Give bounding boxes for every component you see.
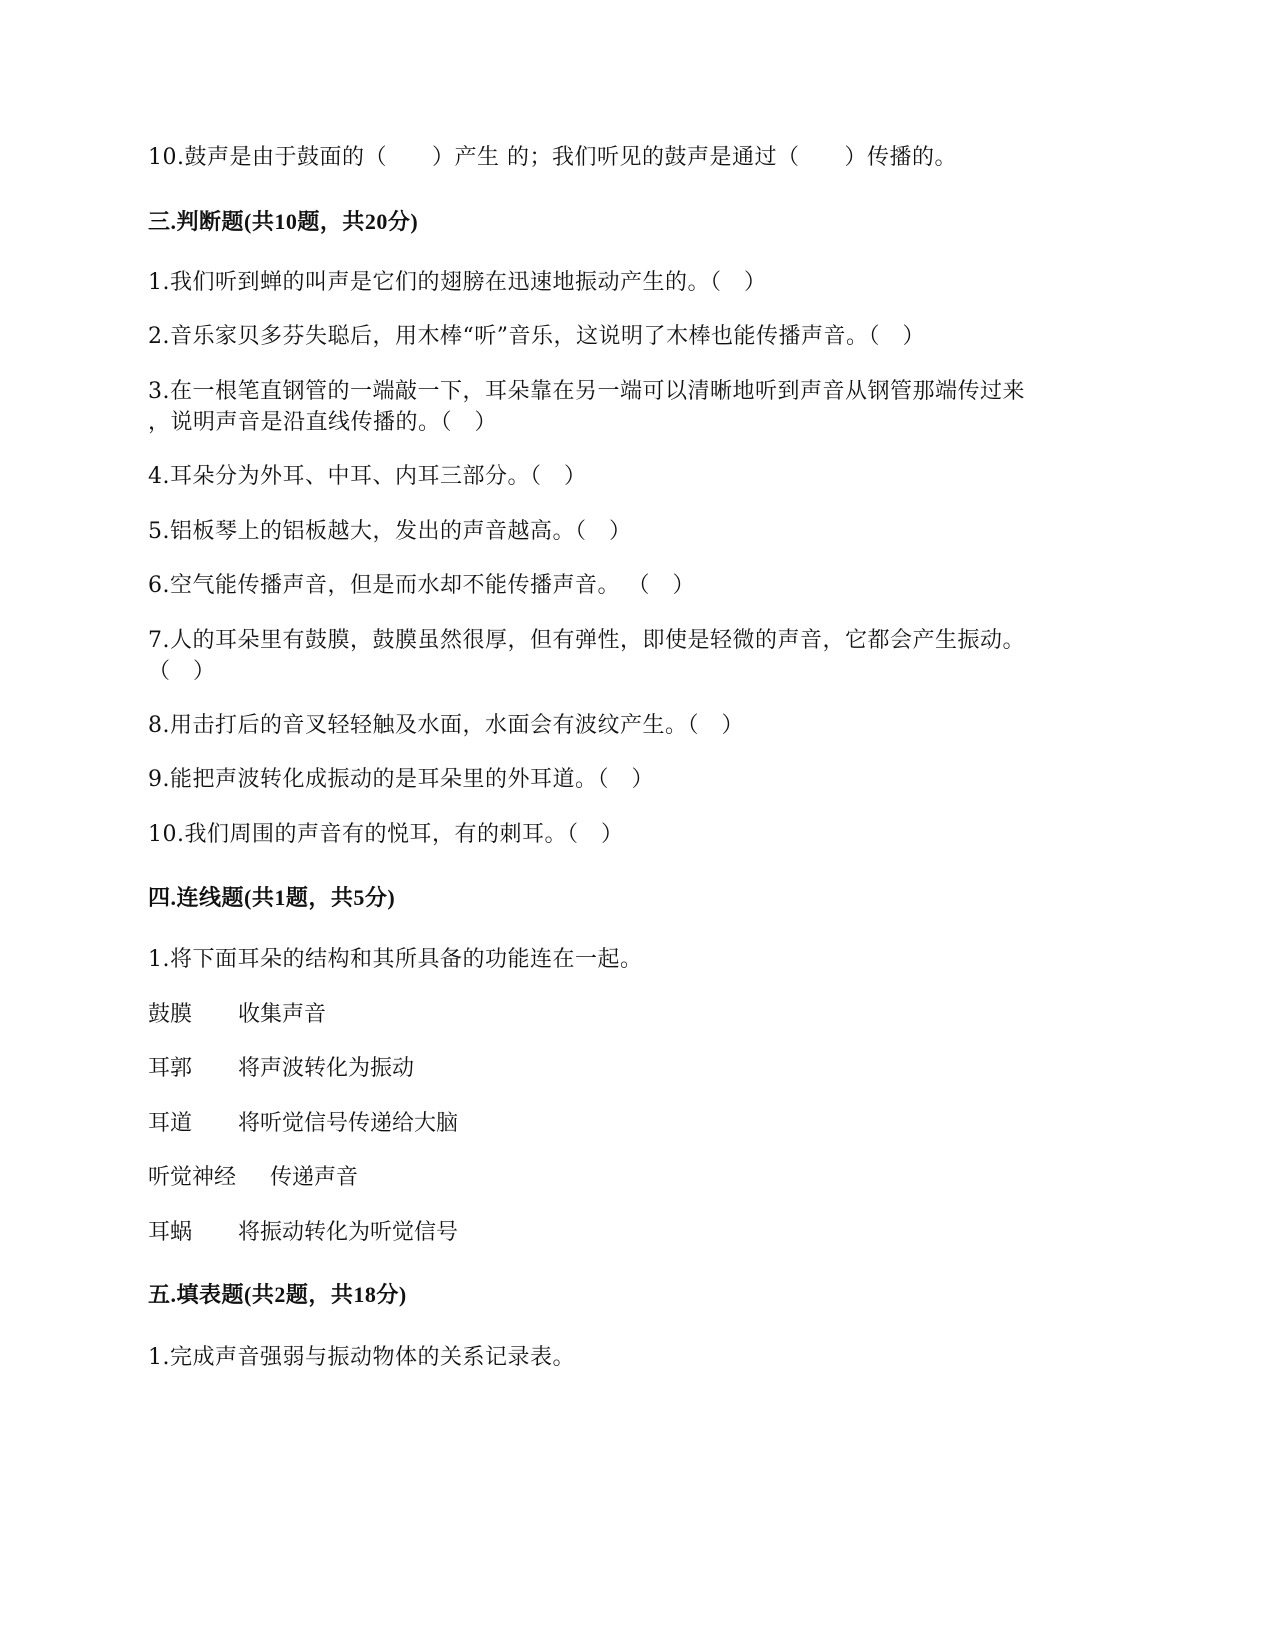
judge-question-2: 2.音乐家贝多芬失聪后，用木棒“听”音乐，这说明了木棒也能传播声音。（ ） (148, 324, 925, 349)
ear-structure: 听觉神经 (148, 1165, 237, 1190)
section-5-heading: 五.填表题(共2题，共18分) (148, 1282, 407, 1307)
ear-function: 将声波转化为振动 (238, 1056, 415, 1081)
fill-question-10: 10.鼓声是由于鼓面的（ ）产生 的；我们听见的鼓声是通过（ ）传播的。 (148, 145, 957, 170)
matching-pair (148, 999, 327, 1031)
section-3-heading: 三.判断题(共10题，共20分) (148, 209, 419, 234)
judge-question-4: 4.耳朵分为外耳、中耳、内耳三部分。（ ） (148, 464, 587, 489)
judge-question-3-line-2: ，说明声音是沿直线传播的。（ ） (148, 410, 498, 435)
judge-question-8: 8.用击打后的音叉轻轻触及水面，水面会有波纹产生。（ ） (148, 713, 744, 738)
judge-question-9: 9.能把声波转化成振动的是耳朵里的外耳道。（ ） (148, 767, 654, 792)
matching-question-1: 1.将下面耳朵的结构和其所具备的功能连在一起。 (148, 947, 643, 972)
judge-question-10: 10.我们周围的声音有的悦耳，有的刺耳。（ ） (148, 822, 624, 847)
table-question-1: 1.完成声音强弱与振动物体的关系记录表。 (148, 1345, 575, 1370)
judge-question-1: 1.我们听到蝉的叫声是它们的翅膀在迅速地振动产生的。（ ） (148, 270, 767, 295)
judge-question-6: 6.空气能传播声音，但是而水却不能传播声音。 （ ） (148, 573, 695, 598)
judge-question-5: 5.铝板琴上的铝板越大，发出的声音越高。（ ） (148, 519, 632, 544)
document-page (148, 0, 1138, 1650)
ear-structure: 耳蜗 (148, 1220, 193, 1245)
matching-pair (148, 1162, 359, 1194)
judge-question-7-line-2: （ ） (148, 659, 216, 684)
matching-pair (148, 1108, 459, 1140)
judge-question-3-line-1: 3.在一根笔直钢管的一端敲一下，耳朵靠在另一端可以清晰地听到声音从钢管那端传过来 (148, 379, 1025, 404)
ear-structure: 耳郭 (148, 1056, 193, 1081)
ear-function: 收集声音 (238, 1002, 327, 1027)
matching-pair (148, 1217, 459, 1249)
ear-structure: 耳道 (148, 1111, 193, 1136)
matching-pair (148, 1053, 415, 1085)
ear-function: 将振动转化为听觉信号 (238, 1220, 459, 1245)
judge-question-7-line-1: 7.人的耳朵里有鼓膜，鼓膜虽然很厚，但有弹性，即使是轻微的声音，它都会产生振动。 (148, 628, 1025, 653)
ear-function: 传递声音 (270, 1165, 359, 1190)
section-4-heading: 四.连线题(共1题，共5分) (148, 885, 396, 910)
ear-function: 将听觉信号传递给大脑 (238, 1111, 459, 1136)
ear-structure: 鼓膜 (148, 1002, 193, 1027)
